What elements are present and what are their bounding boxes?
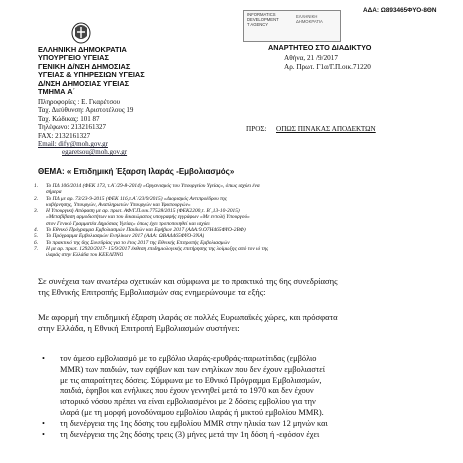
- paragraph-line: Με αφορμή την επιδημική έξαρση ιλαράς σε πολλές Ευρωπαϊκές χώρες, και πρόσφατα: [38, 312, 338, 322]
- reference-text: Το πρακτικό της 6ης Συνεδρίας για το έτος 2017 της Εθνικής Επιτροπής Εμβολιασμών: [46, 239, 230, 246]
- contact-line: Ταχ. Διεύθυνση: Αριστοτέλους 19: [38, 106, 134, 115]
- contact-line: Ταχ. Κώδικας: 101 87: [38, 114, 100, 123]
- contact-email[interactable]: egaretsou@moh.gov.gr: [62, 148, 128, 157]
- bullet-line: παιδιά, έφηβοι και ενήλικες που έχουν γεννηθεί μετά το 1970 και δεν έχουν: [60, 386, 314, 396]
- reference-number: [34, 252, 46, 258]
- posted-label: ΑΝΑΡΤΗΤΕΟ ΣΤΟ ΔΙΑΔΙΚΤΥΟ: [268, 43, 372, 52]
- recommendation-item: [42, 354, 457, 419]
- bullet-line: τη διενέργεια της 1ης δόσης του εμβολίου MMR στην ηλικία των 12 μηνών και: [60, 418, 328, 428]
- recommendation-item: [42, 430, 457, 441]
- ada-code: ΑΔΑ: Ω893465ΦΥΟ-8ΘΝ: [363, 7, 437, 14]
- contact-info: [38, 98, 133, 157]
- reference-text: κυβέρνησης, Υπουργών, Αναπληρωτών Υπουργών και Υφυπουργών»: [46, 201, 191, 208]
- contact-line: Τηλέφωνο: 2132161327: [38, 123, 107, 132]
- reference-text: Το ΠΔ 106/2014 (ΦΕΚ 173, τ.Α΄/29-8-2014) «Οργανισμός του Υπουργείου Υγείας», όπως ισχύει ένα: [46, 183, 260, 189]
- bullet-line: ιλαρά (με τη μορφή μονοδύναμου εμβολίου ιλαράς ή μικτού εμβολίου MMR).: [60, 407, 324, 417]
- recipient-value: ΟΠΩΣ ΠΙΝΑΚΑΣ ΑΠΟΔΕΚΤΩΝ: [276, 125, 376, 133]
- document-date: Αθήνα, 21 /9/2017: [284, 54, 338, 62]
- bullet-line: ιστορικό νόσου πρέπει να είναι εμβολιασμένοι με 2 δόσεις εμβολίου για την: [60, 397, 316, 407]
- reference-number: 6.: [34, 239, 39, 246]
- reference-number: 1.: [34, 183, 39, 189]
- reference-number: 3.: [34, 208, 39, 215]
- reference-number: 7.: [34, 245, 39, 252]
- stamp-right: [296, 15, 323, 25]
- protocol-number: Αρ. Πρωτ. Γ1α/Γ.Π.οικ.71220: [284, 63, 371, 71]
- header-line: ΓΕΝΙΚΗ Δ/ΝΣΗ ΔΗΜΟΣΙΑΣ: [38, 61, 131, 71]
- digital-signature-stamp: [243, 10, 341, 42]
- greek-emblem-icon: [70, 20, 92, 44]
- recommendation-paragraph: [38, 312, 338, 334]
- reference-item: [34, 252, 449, 258]
- stamp-lines: [247, 13, 279, 27]
- bullet-icon: •: [42, 354, 45, 363]
- reference-text: «Μεταβίβαση αρμοδιοτήτων και του δικαιώματος υπογραφής εγγράφων «Με εντολή Υπουργού»: [46, 214, 250, 221]
- issuer-header: [38, 46, 145, 96]
- reference-text: Το ΠΔ με αρ. 73/23-9-2015 (ΦΕΚ 116,τ.Α΄/23/9/2015) «Διορισμός Αντιπροέδρου της: [46, 195, 227, 202]
- bullet-line: τον άμεσο εμβολιασμό με το εμβόλιο ιλαράς-ερυθράς-παρωτίτιδας (εμβόλιο: [60, 354, 317, 363]
- header-line: ΕΛΛΗΝΙΚΗ ΔΗΜΟΚΡΑΤΙΑ: [38, 45, 127, 54]
- header-line: ΥΓΕΙΑΣ & ΥΠΗΡΕΣΙΩΝ ΥΓΕΙΑΣ: [38, 70, 145, 80]
- reference-text: Η Υπουργική Απόφαση με αρ. πρωτ. ΑΦ/Γ.Π.οικ.77528/2015 (ΦΕΚ2200,τ. Β΄,13-10-2015): [46, 208, 240, 215]
- recommendation-item: [42, 419, 457, 430]
- header-line: ΥΠΟΥΡΓΕΙΟ ΥΓΕΙΑΣ: [38, 53, 109, 63]
- bullet-icon: •: [42, 418, 45, 428]
- contact-email[interactable]: Email: dify@moh.gov.gr: [38, 140, 108, 149]
- recipient-label: ΠΡΟΣ:: [246, 125, 267, 133]
- bullet-line: MMR) των παιδιών, των εφήβων και των ενηλίκων που δεν έχουν εμβολιαστεί: [60, 364, 325, 374]
- reference-number: 4.: [34, 227, 39, 234]
- header-line: ΤΜΗΜΑ Α΄: [38, 87, 76, 97]
- intro-paragraph: [38, 276, 337, 298]
- bullet-icon: •: [42, 429, 45, 439]
- contact-line: Πληροφορίες : Ε. Γκαρέτσου: [38, 98, 121, 106]
- reference-text: Το Πρόγραμμα Εμβολιασμών Ενηλίκων 2017 (ΑΔΑ: ΩΒΑΔ465ΦΥΟ-3ΝΑ): [46, 233, 205, 240]
- stamp-line: T AGENCY: [247, 21, 269, 27]
- paragraph-line: Σε συνέχεια των ανωτέρω σχετικών και σύμφωνα με το πρακτικό της 6ης συνεδρίασης: [38, 276, 338, 286]
- paragraph-line: της Εθνικής Επιτροπής Εμβολιασμών σας ενημερώνουμε τα εξής:: [38, 287, 266, 297]
- contact-line: FAX: 2132161327: [38, 131, 91, 140]
- references-list: [34, 183, 449, 259]
- paragraph-line: στην Ελλάδα, η Εθνική Επιτροπή Εμβολιασμών συστήνει:: [38, 323, 240, 333]
- reference-number: 2.: [34, 195, 39, 202]
- bullet-line: με τις απαραίτητες δόσεις. Σύμφωνα με το Εθνικό Πρόγραμμα Εμβολιασμών,: [60, 375, 322, 385]
- recommendation-list: [42, 354, 457, 440]
- reference-number: 5.: [34, 233, 39, 240]
- stamp-line: DEVELOPMENT: [247, 16, 279, 22]
- reference-text: Το Εθνικό Πρόγραμμα Εμβολιασμών Παιδιών και Εφήβων 2017 (ΑΔΑ:9.Ο7Η465ΦΥΟ-2ΒΦ): [46, 227, 246, 234]
- reference-text: σήμερα: [46, 189, 62, 196]
- subject-line: ΘΕΜΑ: « Επιδημική Έξαρση Ιλαράς -Εμβολιασμός»: [38, 167, 235, 176]
- reference-text: ιλαράς στην Ελλάδα του ΚΕΕΛΠΝΟ: [46, 252, 124, 259]
- reference-text: Η με αρ. πρωτ. 12920/2017- 15/9/2017 έκθεση επιδημιολογικής επιτήρησης της λοίμωξης από τον ιό της: [46, 245, 269, 252]
- bullet-line: τη διενέργεια της 2ης δόσης τρεις (3) μήνες μετά την 1η δόση ή -εφόσον έχει: [60, 429, 320, 439]
- stamp-right-line: ΔΗΜΟΚΡΑΤΙΑ: [296, 18, 323, 24]
- reference-text: στον Γενικό Γραμματέα Δημόσιας Υγείας» όπως έχει τροποποιηθεί και ισχύει: [46, 220, 210, 227]
- header-line: Δ/ΝΣΗ ΔΗΜΟΣΙΑΣ ΥΓΕΙΑΣ: [38, 78, 130, 88]
- stamp-right-line: ΕΛΛΗΝΙΚΗ: [296, 14, 318, 19]
- stamp-line: INFORMATICS: [247, 12, 276, 17]
